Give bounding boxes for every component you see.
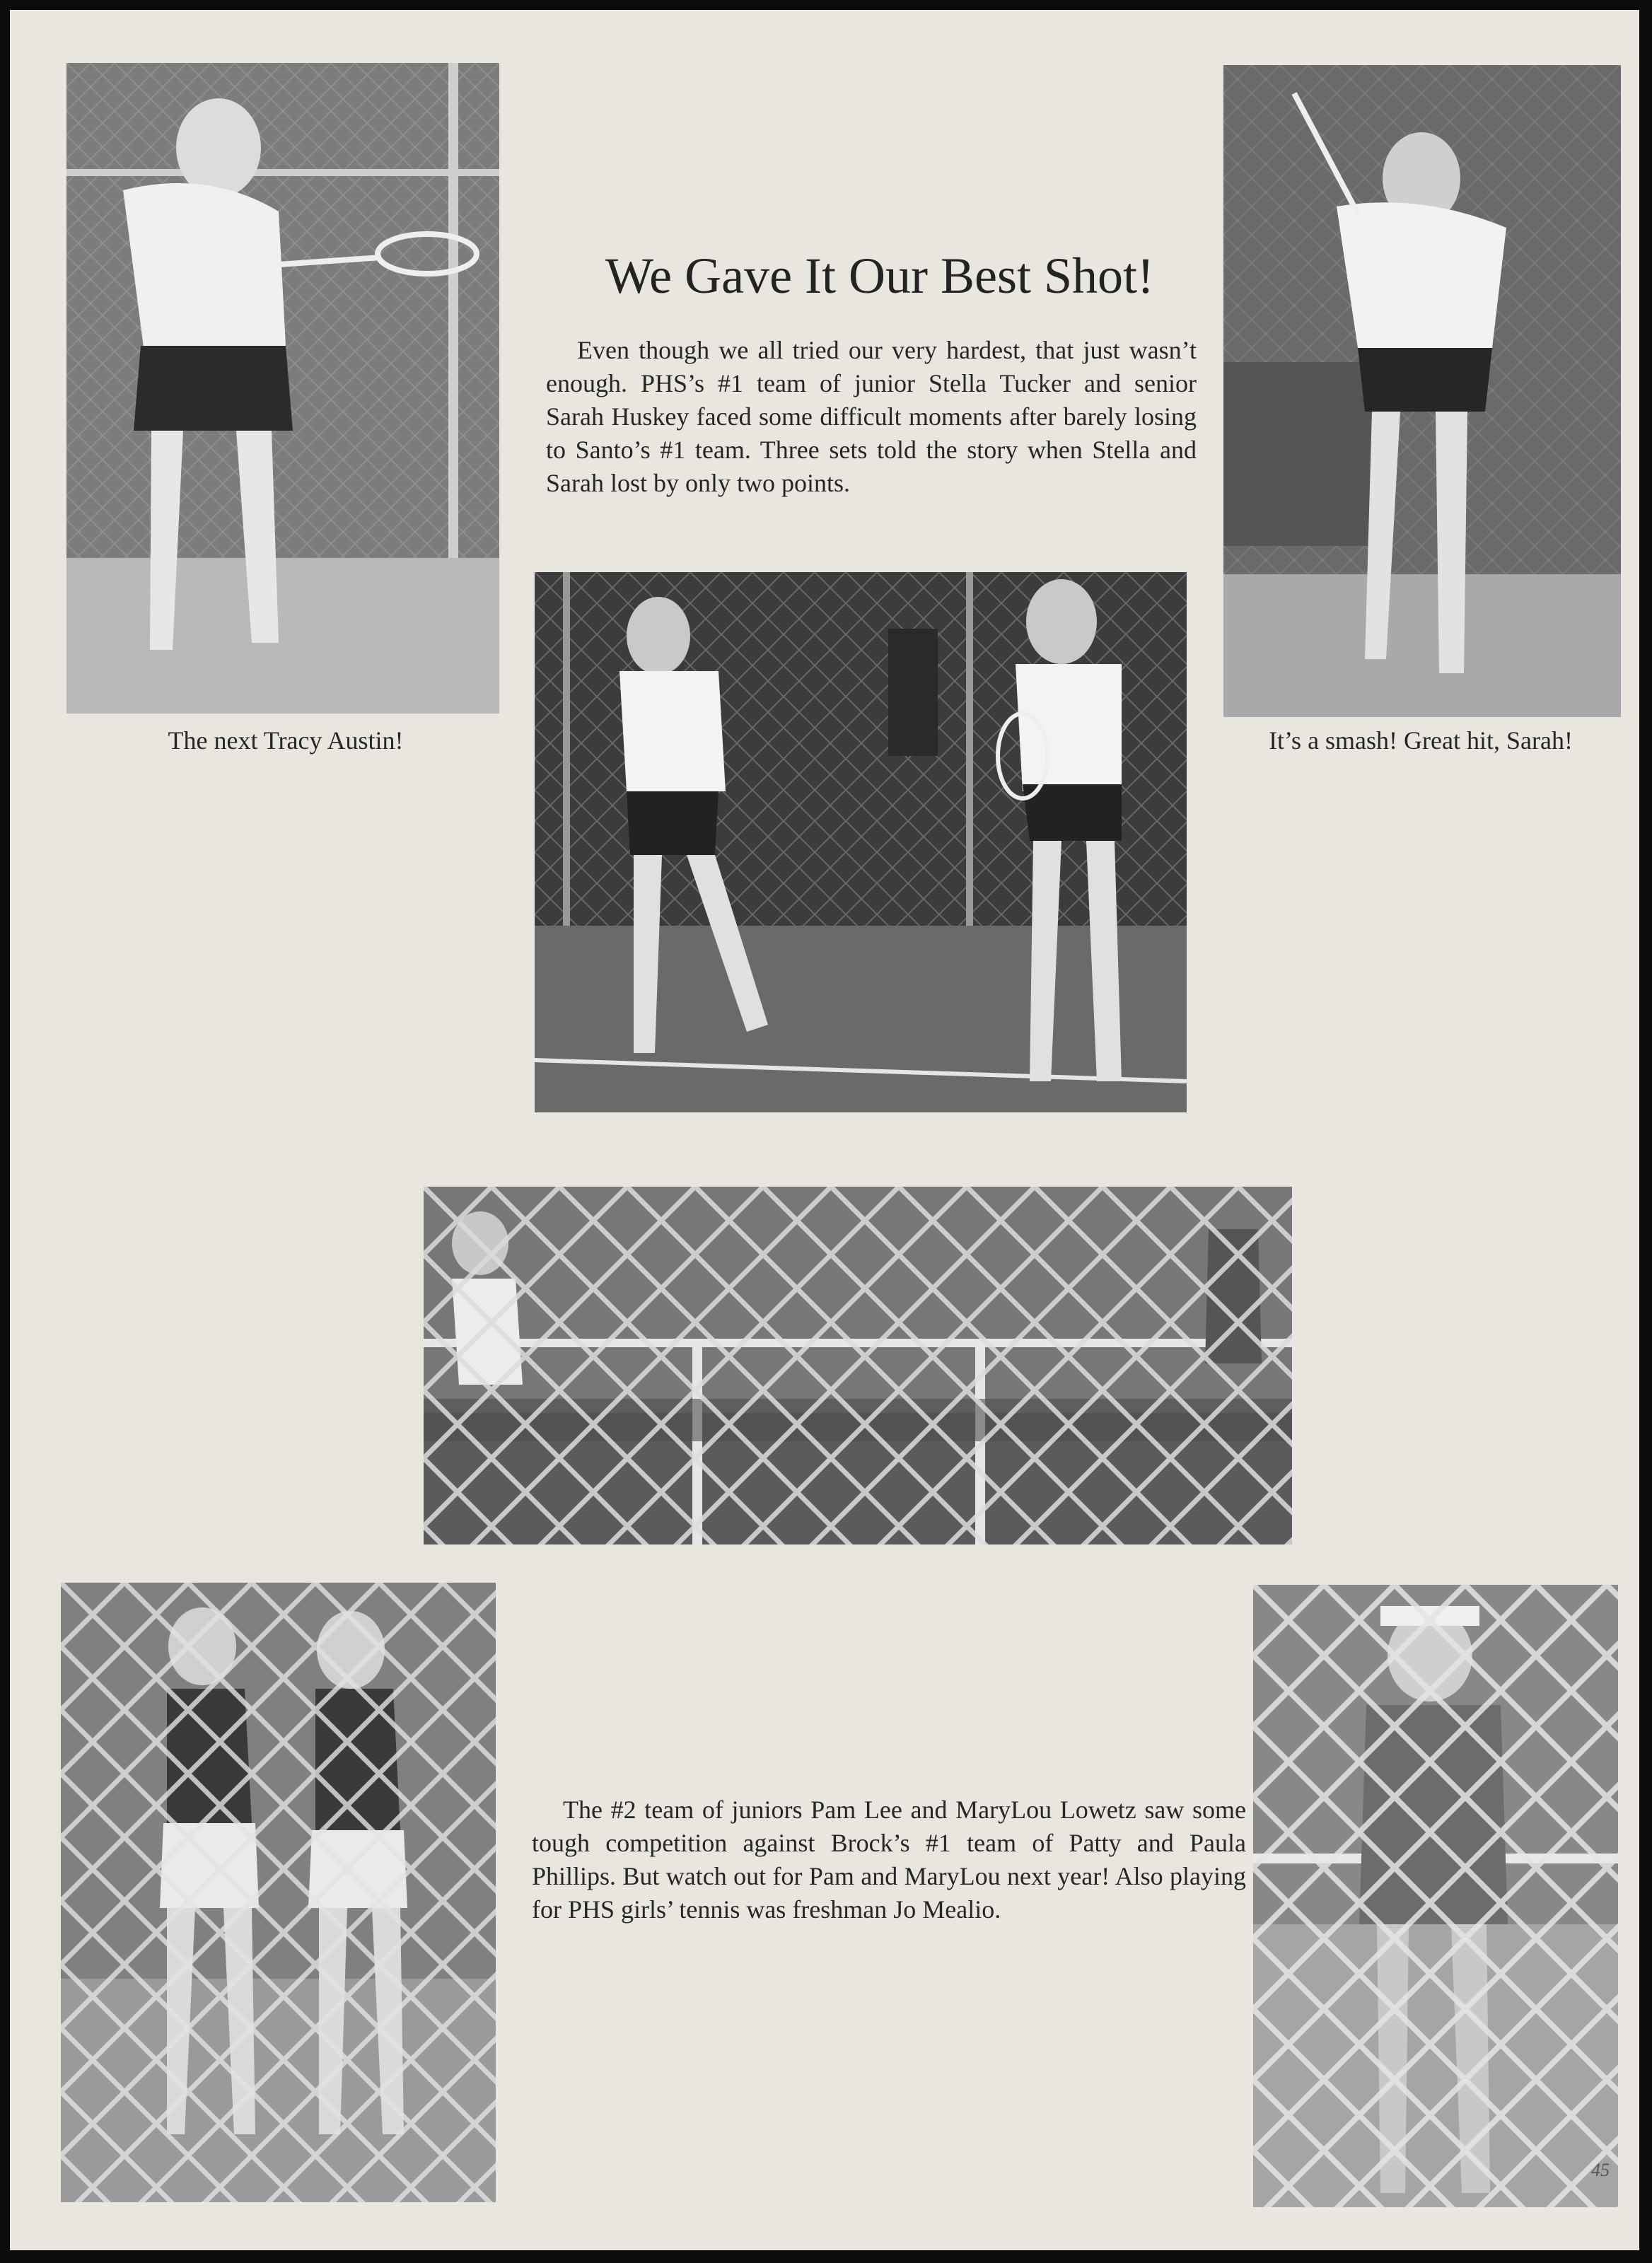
caption-smash: It’s a smash! Great hit, Sarah! <box>1269 726 1573 755</box>
photo-through-fence <box>424 1187 1292 1544</box>
photo-jo-mealio <box>1253 1585 1618 2207</box>
page-headline: We Gave It Our Best Shot! <box>605 248 1155 304</box>
caption-tracy-austin: The next Tracy Austin! <box>168 726 404 755</box>
yearbook-page <box>10 10 1639 2250</box>
photo-forehand-swing <box>66 63 499 714</box>
photo-doubles-team <box>535 572 1187 1112</box>
photo-pam-and-marylou <box>61 1583 496 2202</box>
photo-smash <box>1223 65 1621 717</box>
intro-story: Even though we all tried our very hardest, that just wasn’t enough. PHS’s #1 team of junior Stella Tucker and senior Sarah Huskey faced some difficult moments after barely losing to Santo’s #1 team. Three sets told the story when Stella and Sarah lost by only two points. <box>546 336 1197 497</box>
second-story: The #2 team of juniors Pam Lee and MaryLou Lowetz saw some tough competition against Brock’s #1 team of Patty and Paula Phillips. But watch out for Pam and MaryLou next year! Also playing for PHS girls’ tennis was freshman Jo Mealio. <box>532 1796 1246 1924</box>
page-number: 45 <box>1591 2160 1610 2180</box>
